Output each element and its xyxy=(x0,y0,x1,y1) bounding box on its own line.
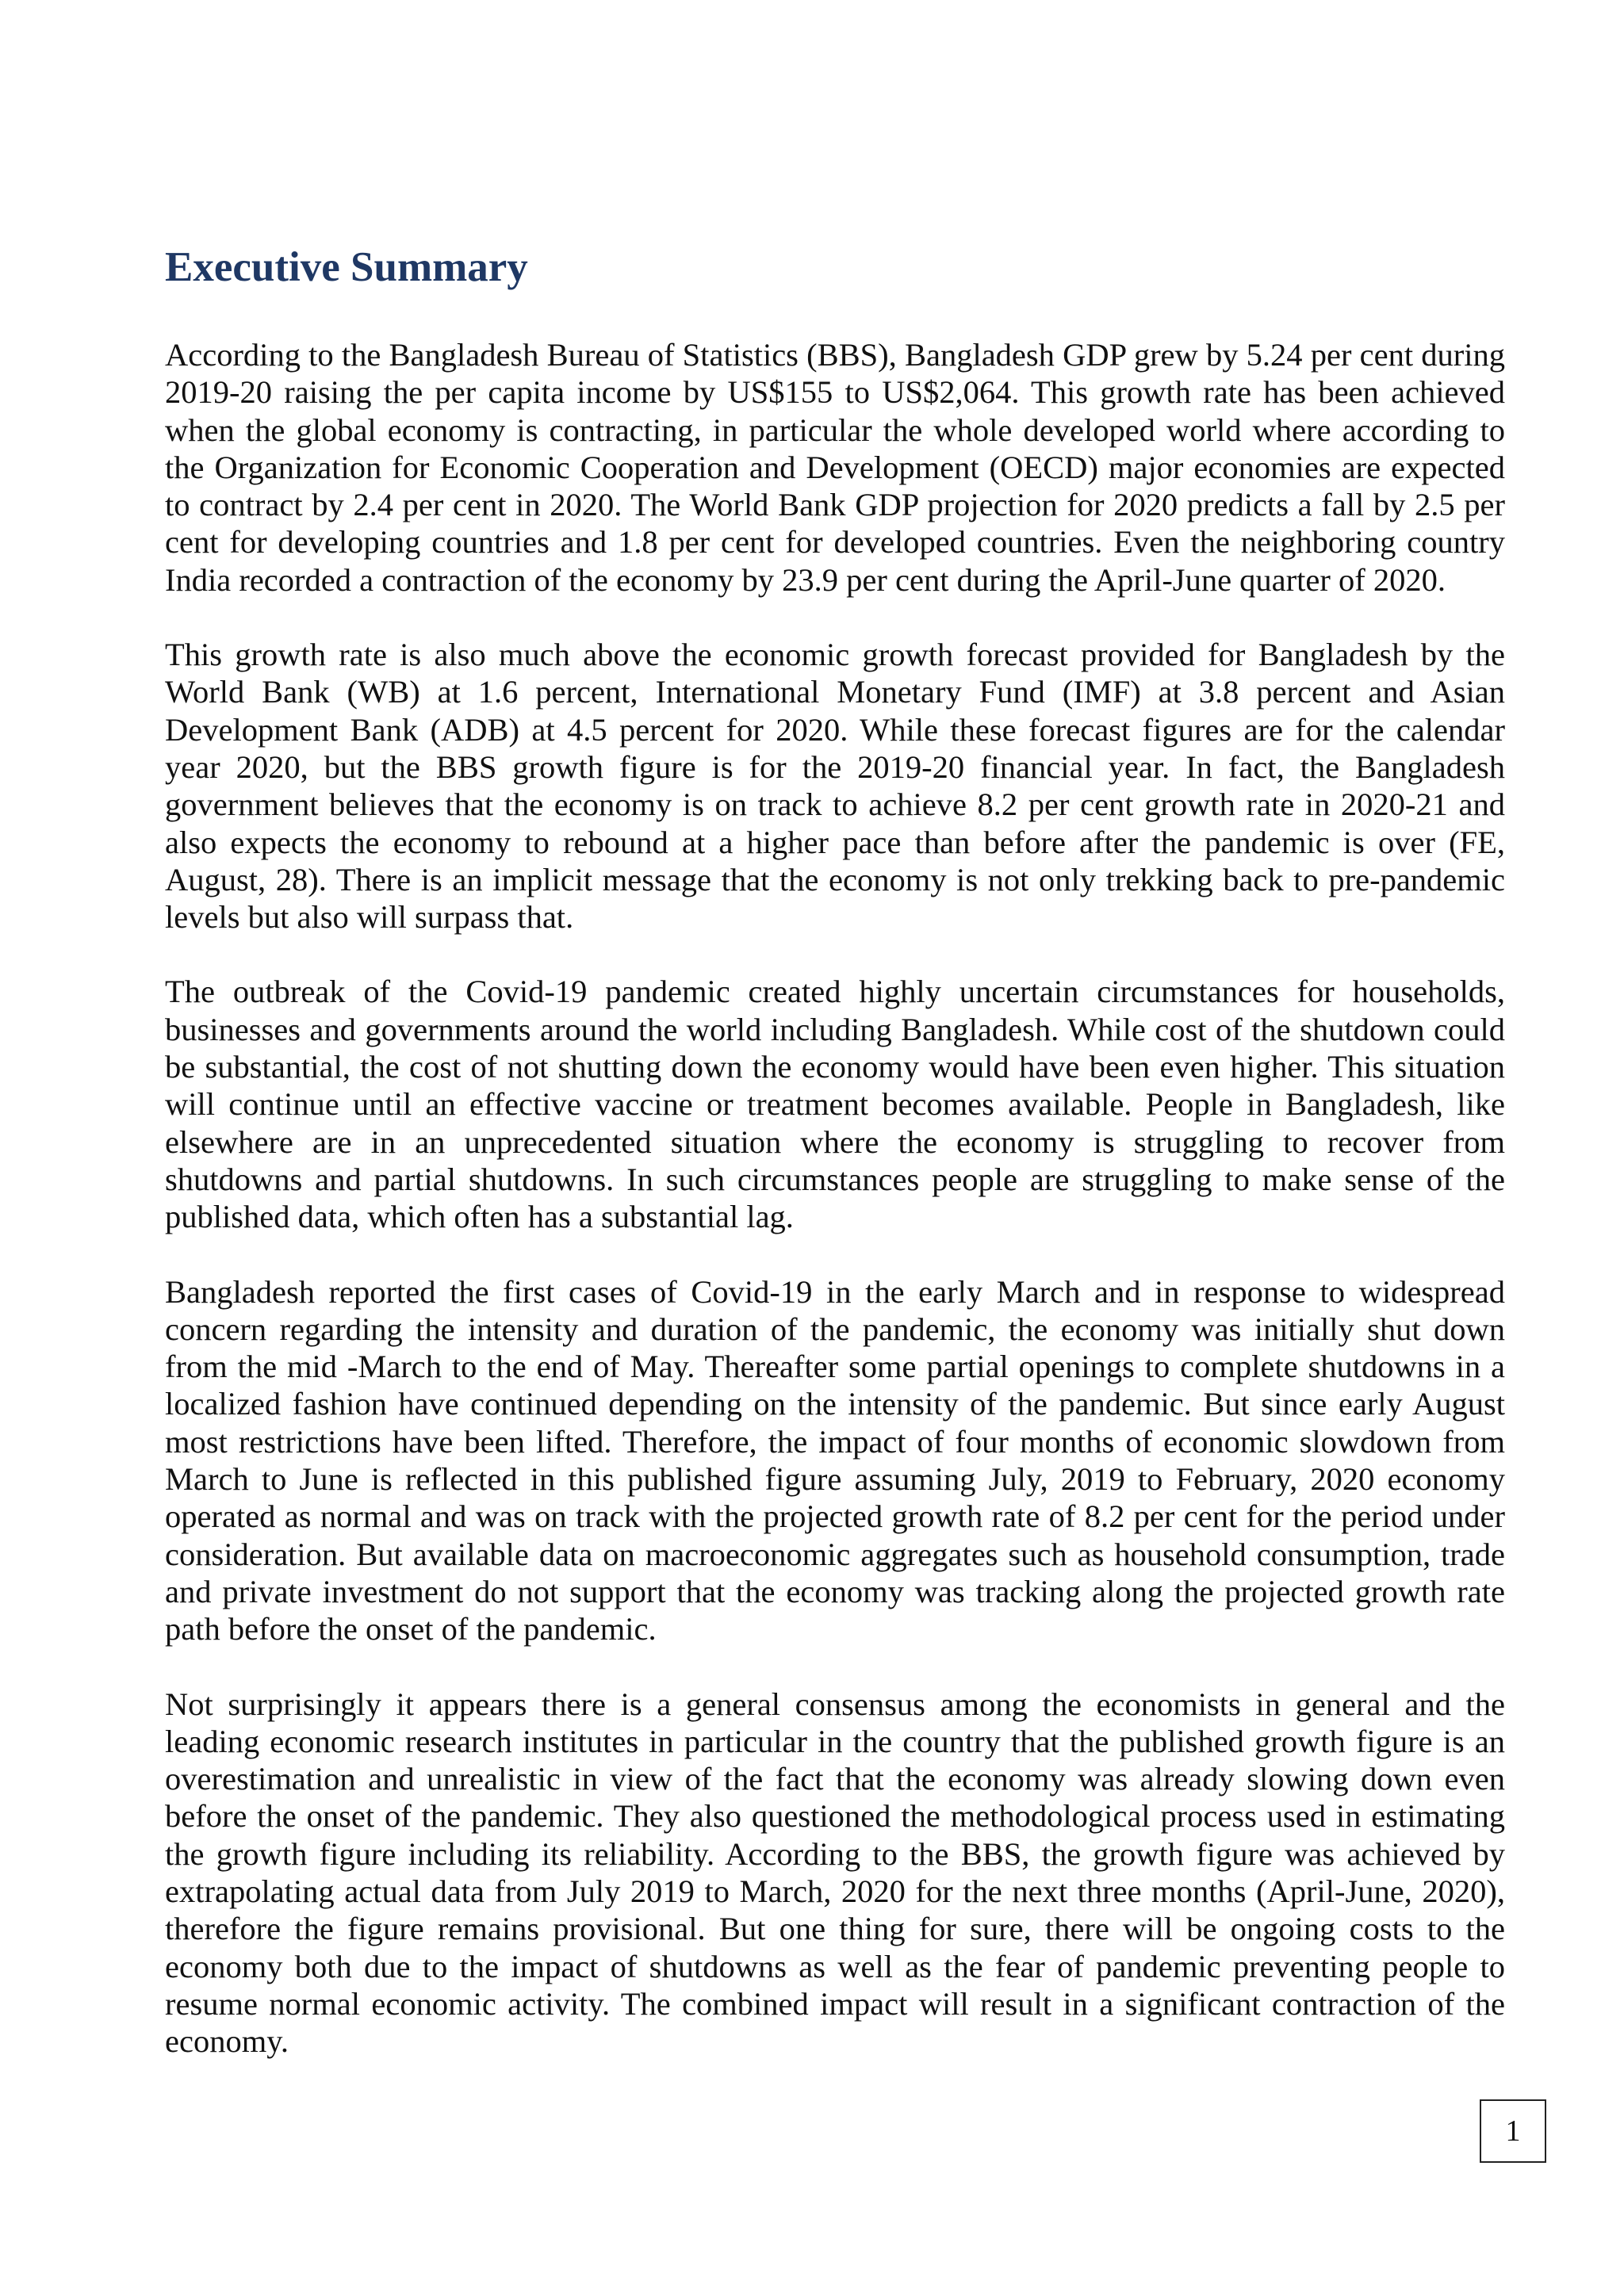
paragraph-consensus: Not surprisingly it appears there is a general consensus among the economists in general and the leading economic research institutes in particular in the country that the published growth figure is an overestimation and unrealistic in view of the fact that the economy was already slowing down even before the onset of the pandemic. They also questioned the methodological process used in estimating the growth figure including its reliability. According to the BBS, the growth figure was achieved by extrapolating actual data from July 2019 to March, 2020 for the next three months (April-June, 2020), therefore the figure remains provisional. But one thing for sure, there will be ongoing costs to the economy both due to the impact of shutdowns as well as the fear of pandemic preventing people to resume normal economic activity. The combined impact will result in a significant contraction of the economy. xyxy=(165,1686,1505,2060)
paragraph-gdp-growth: According to the Bangladesh Bureau of Statistics (BBS), Bangladesh GDP grew by 5.24 per cent during 2019-20 raising the per capita income by US$155 to US$2,064. This growth rate has been achieved when the global economy is contracting, in particular the whole developed world where according to the Organization for Economic Cooperation and Development (OECD) major economies are expected to contract by 2.4 per cent in 2020. The World Bank GDP projection for 2020 predicts a fall by 2.5 per cent for developing countries and 1.8 per cent for developed countries. Even the neighboring country India recorded a contraction of the economy by 23.9 per cent during the April-June quarter of 2020. xyxy=(165,337,1505,598)
page-number-box: 1 xyxy=(1480,2099,1546,2163)
paragraph-covid-outbreak: The outbreak of the Covid-19 pandemic created highly uncertain circumstances for households, businesses and governments around the world including Bangladesh. While cost of the shutdown could be substantial, the cost of not shutting down the economy would have been even higher. This situation will continue until an effective vaccine or treatment becomes available. People in Bangladesh, like elsewhere are in an unprecedented situation where the economy is struggling to recover from shutdowns and partial shutdowns. In such circumstances people are struggling to make sense of the published data, which often has a substantial lag. xyxy=(165,974,1505,1235)
paragraph-growth-forecast: This growth rate is also much above the economic growth forecast provided for Bangladesh by the World Bank (WB) at 1.6 percent, International Monetary Fund (IMF) at 3.8 percent and Asian Development Bank (ADB) at 4.5 percent for 2020. While these forecast figures are for the calendar year 2020, but the BBS growth figure is for the 2019-20 financial year. In fact, the Bangladesh government believes that the economy is on track to achieve 8.2 per cent growth rate in 2020-21 and also expects the economy to rebound at a higher pace than before after the pandemic is over (FE, August, 28). There is an implicit message that the economy is not only trekking back to pre-pandemic levels but also will surpass that. xyxy=(165,637,1505,936)
paragraph-shutdown-timeline: Bangladesh reported the first cases of Covid-19 in the early March and in response to widespread concern regarding the intensity and duration of the pandemic, the economy was initially shut down from the mid -March to the end of May. Thereafter some partial openings to complete shutdowns in a localized fashion have continued depending on the intensity of the pandemic. But since early August most restrictions have been lifted. Therefore, the impact of four months of economic slowdown from March to June is reflected in this published figure assuming July, 2019 to February, 2020 economy operated as normal and was on track with the projected growth rate of 8.2 per cent for the period under consideration. But available data on macroeconomic aggregates such as household consumption, trade and private investment do not support that the economy was tracking along the projected growth rate path before the onset of the pandemic. xyxy=(165,1273,1505,1647)
document-page xyxy=(165,239,1505,2097)
page-title: Executive Summary xyxy=(165,244,528,290)
